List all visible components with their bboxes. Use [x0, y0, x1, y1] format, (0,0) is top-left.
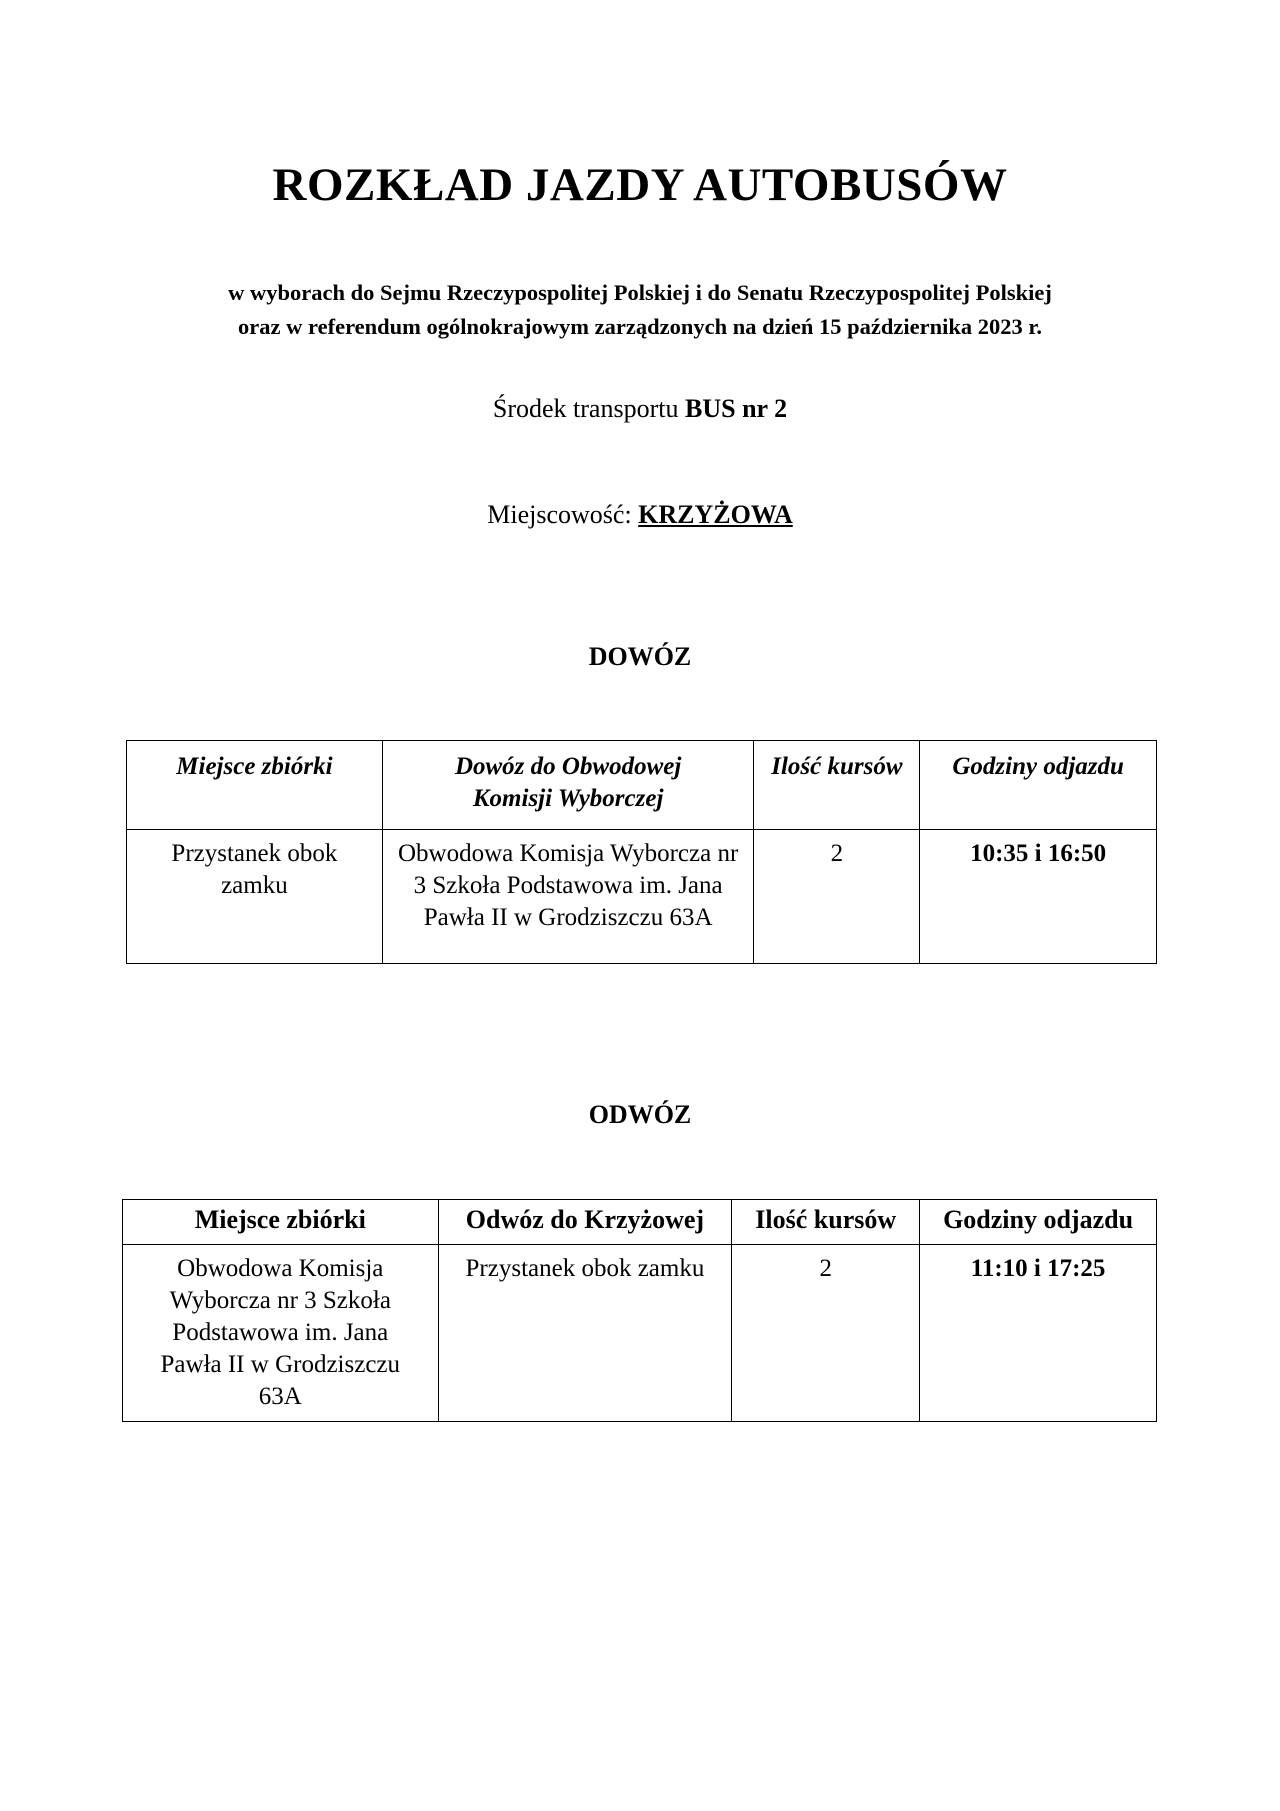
dowoz-header-courses: Ilość kursów: [754, 741, 920, 830]
dowoz-destination: Obwodowa Komisja Wyborcza nr 3 Szkoła Podstawowa im. Jana Pawła II w Grodziszczu 63A: [382, 830, 754, 964]
odwoz-table: [122, 1199, 1157, 1422]
dowoz-header-meeting-place: Miejsce zbiórki: [127, 741, 383, 830]
odwoz-header-destination: Odwóz do Krzyżowej: [438, 1200, 732, 1245]
table-row: [127, 830, 1157, 964]
subtitle-line-1: w wyborach do Sejmu Rzeczypospolitej Polskiej i do Senatu Rzeczypospolitej Polskiej: [228, 280, 1052, 305]
place-value: KRZYŻOWA: [638, 500, 793, 529]
transport-value: BUS nr 2: [684, 394, 788, 423]
odwoz-header-courses: Ilość kursów: [732, 1200, 920, 1245]
dowoz-courses: 2: [754, 830, 920, 964]
dowoz-header-departure: Godziny odjazdu: [920, 741, 1157, 830]
odwoz-heading: ODWÓZ: [588, 1100, 692, 1129]
subtitle-line-2: oraz w referendum ogólnokrajowym zarządzonych na dzień 15 października 2023 r.: [238, 314, 1042, 339]
place-label: Miejscowość:: [487, 500, 639, 529]
place-line: [0, 500, 1280, 530]
odwoz-meeting-place: Obwodowa Komisja Wyborcza nr 3 Szkoła Podstawowa im. Jana Pawła II w Grodziszczu 63A: [123, 1245, 439, 1422]
odwoz-header-row: [123, 1200, 1157, 1245]
page-title: ROZKŁAD JAZDY AUTOBUSÓW: [272, 159, 1008, 211]
odwoz-header-departure: Godziny odjazdu: [920, 1200, 1157, 1245]
odwoz-header-meeting-place: Miejsce zbiórki: [123, 1200, 439, 1245]
dowoz-table: [126, 740, 1157, 964]
odwoz-courses: 2: [732, 1245, 920, 1422]
subtitle: [0, 276, 1280, 344]
dowoz-departure-times: 10:35 i 16:50: [920, 830, 1157, 964]
dowoz-header-destination: Dowóz do Obwodowej Komisji Wyborczej: [382, 741, 754, 830]
dowoz-header-row: [127, 741, 1157, 830]
table-row: [123, 1245, 1157, 1422]
odwoz-destination: Przystanek obok zamku: [438, 1245, 732, 1422]
transport-line: [0, 394, 1280, 424]
odwoz-departure-times: 11:10 i 17:25: [920, 1245, 1157, 1422]
transport-label: Środek transportu: [492, 394, 685, 423]
dowoz-meeting-place: Przystanek obok zamku: [127, 830, 383, 964]
dowoz-heading: DOWÓZ: [588, 642, 692, 671]
